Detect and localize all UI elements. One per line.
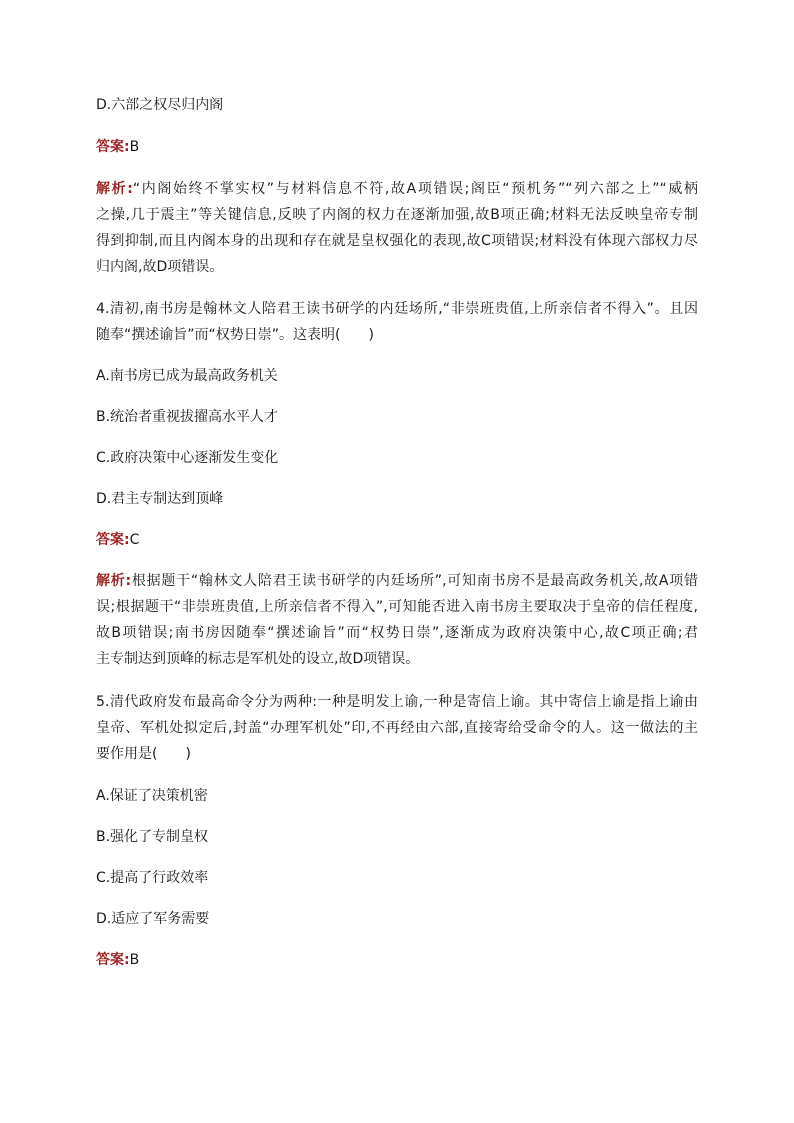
- q4-analysis-line-2: 误;根据题干“非崇班贵值,上所亲信者不得入”,可知能否进入南书房主要取决于皇帝的信任程度,: [96, 599, 698, 615]
- q5-stem-line-1: 5.清代政府发布最高命令分为两种:一种是明发上谕,一种是寄信上谕。其中寄信上谕是指上谕由: [96, 694, 698, 710]
- q3-analysis-line-4: 归内阁,故D项错误。: [96, 259, 224, 275]
- q4-analysis-line-1: [96, 572, 698, 590]
- q4-analysis-line-4: 主专制达到顶峰的标志是军机处的设立,故D项错误。: [96, 651, 420, 667]
- q4-option-a: A.南书房已成为最高政务机关: [96, 368, 278, 384]
- q3-analysis-label: 解析:: [96, 181, 133, 197]
- q4-analysis-line-3: 故B项错误;南书房因随奉“撰述谕旨”而“权势日崇”,逐渐成为政府决策中心,故C项正确;君: [96, 625, 698, 641]
- q5-answer: [96, 951, 139, 969]
- q4-analysis-text-1: 根据题干“翰林文人陪君王读书研学的内廷场所”,可知南书房不是最高政务机关,故A项错: [131, 573, 699, 589]
- q4-option-c: C.政府决策中心逐渐发生变化: [96, 450, 279, 466]
- q5-stem-line-3: 要作用是( ): [96, 746, 191, 762]
- q3-answer: [96, 138, 139, 156]
- q3-answer-label: 答案:: [96, 139, 130, 155]
- q3-analysis-line-2: 之操,几于震主”等关键信息,反映了内阁的权力在逐渐加强,故B项正确;材料无法反映皇帝专制: [96, 207, 698, 223]
- q3-analysis-line-1: [96, 180, 698, 198]
- q5-option-a: A.保证了决策机密: [96, 788, 208, 804]
- q5-option-d: D.适应了军务需要: [96, 911, 210, 927]
- q4-answer-label: 答案:: [96, 532, 130, 548]
- q5-option-c: C.提高了行政效率: [96, 870, 209, 886]
- q4-option-d: D.君主专制达到顶峰: [96, 491, 224, 507]
- q5-option-b: B.强化了专制皇权: [96, 829, 209, 845]
- q4-analysis-label: 解析:: [96, 573, 132, 589]
- q4-stem-line-2: 随奉“撰述谕旨”而“权势日崇”。这表明( ): [96, 327, 374, 343]
- q3-option-d: D.六部之权尽归内阁: [96, 97, 224, 113]
- q3-answer-value: B: [129, 139, 140, 155]
- q4-option-b: B.统治者重视拔擢高水平人才: [96, 409, 279, 425]
- q4-stem-line-1: 4.清初,南书房是翰林文人陪君王读书研学的内廷场所,“非崇班贵值,上所亲信者不得入”。且因: [96, 301, 698, 317]
- q5-answer-value: B: [129, 952, 140, 968]
- q3-analysis-line-3: 得到抑制,而且内阁本身的出现和存在就是皇权强化的表现,故C项错误;材料没有体现六部权力尽: [96, 233, 698, 249]
- q4-answer-value: C: [129, 532, 140, 548]
- q3-analysis-text-1: “内阁始终不掌实权”与材料信息不符,故A项错误;阁臣“预机务”“列六部之上”“威柄: [132, 181, 698, 197]
- q5-stem-line-2: 皇帝、军机处拟定后,封盖“办理军机处”印,不再经由六部,直接寄给受命令的人。这一做法的主: [96, 720, 698, 736]
- q5-answer-label: 答案:: [96, 952, 130, 968]
- q4-answer: [96, 531, 139, 549]
